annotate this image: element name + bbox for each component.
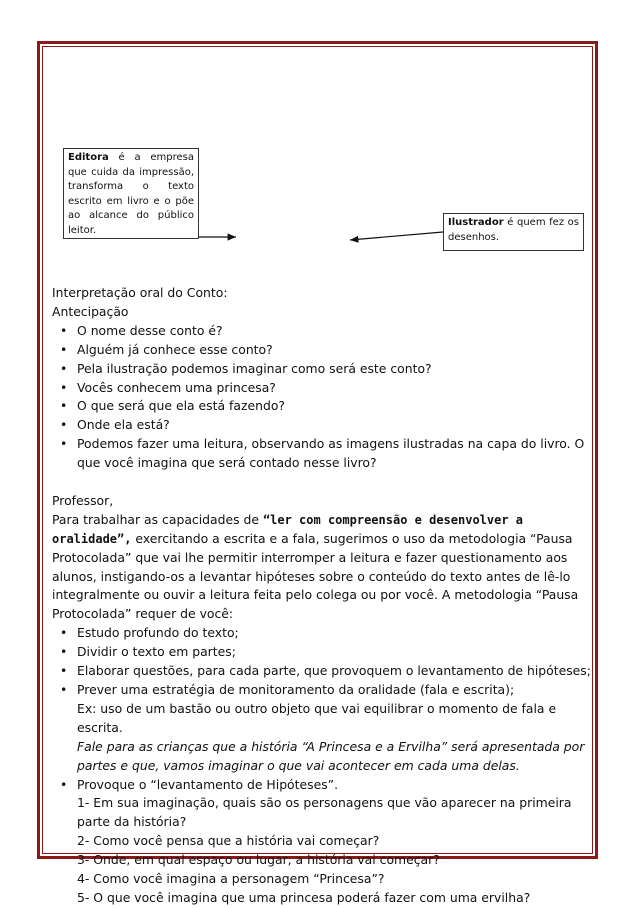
illustrator-arrow <box>350 232 443 240</box>
section-title: Interpretação oral do Conto: <box>52 285 228 300</box>
list-item: • Podemos fazer uma leitura, observando as imagens ilustradas na capa do livro. O que você imagina que será contado nesse livro? <box>52 435 592 473</box>
list-item: • Onde ela está? <box>52 416 592 435</box>
section-subtitle: Antecipação <box>52 303 129 319</box>
paragraph-start: Para trabalhar as capacidades de <box>52 511 263 527</box>
anticipation-questions <box>52 322 592 473</box>
illustrator-term: Ilustrador <box>448 217 504 228</box>
editor-term: Editora <box>68 152 109 163</box>
paragraph-end: exercitando a escrita e a fala, sugerimos o uso da metodologia “Pausa Protocolada” que vai lhe permitir interromper a leitura e fazer questionamento aos alunos, instigando-os a levantar hipóteses sobre o conteúdo do texto antes de lê-lo integralmente ou ouvir a leitura feita pelo colega ou por você. A metodologia “Pausa Protocolada” requer de você: <box>52 530 579 622</box>
list-item: • Pela ilustração podemos imaginar como será este conto? <box>52 360 592 379</box>
example-text: Ex: uso de um bastão ou outro objeto que vai equilibrar o momento de fala e escrita. <box>77 700 557 735</box>
illustrator-definition: é quem fez os desenhos. <box>448 217 579 243</box>
list-item <box>52 681 592 776</box>
list-item: • Elaborar questões, para cada parte, que provoquem o levantamento de hipóteses; <box>52 662 592 681</box>
document-body <box>52 284 592 908</box>
methodology-steps <box>52 624 592 908</box>
list-item: • O nome desse conto é? <box>52 322 592 341</box>
list-item: • Dividir o texto em partes; <box>52 643 592 662</box>
italic-note: Fale para as crianças que a história “A Princesa e a Ervilha” será apresentada por partes e que, vamos imaginar o que vai acontecer em cada uma delas. <box>77 738 585 773</box>
list-item: • Alguém já conhece esse conto? <box>52 341 592 360</box>
hypothesis-question: 2- Como você pensa que a história vai começar? <box>77 833 380 849</box>
hypothesis-question: 5- O que você imagina que uma princesa poderá fazer com uma ervilha? <box>77 889 531 905</box>
editor-definition: é a empresa que cuida da impressão, transforma o texto escrito em livro e o põe ao alcance do público leitor. <box>68 152 194 236</box>
hypothesis-question: 1- Em sua imaginação, quais são os personagens que vão aparecer na primeira parte da história? <box>77 795 572 830</box>
list-item: • Estudo profundo do texto; <box>52 624 592 643</box>
greeting: Professor, <box>52 492 114 508</box>
step-text: Prever uma estratégia de monitoramento da oralidade (fala e escrita); <box>77 682 515 698</box>
paragraph-bold: “ler com compreensão e desenvolver a oralidade”, <box>52 512 524 546</box>
hypothesis-question: 3- Onde, em qual espaço ou lugar, a história vai começar? <box>77 852 440 868</box>
list-item <box>52 776 592 908</box>
hypothesis-question: 4- Como você imagina a personagem “Princesa”? <box>77 871 385 887</box>
step-text: Provoque o “levantamento de Hipóteses”. <box>77 776 339 792</box>
list-item: • Vocês conhecem uma princesa? <box>52 379 592 398</box>
methodology-paragraph <box>52 511 592 624</box>
list-item: • O que será que ela está fazendo? <box>52 397 592 416</box>
